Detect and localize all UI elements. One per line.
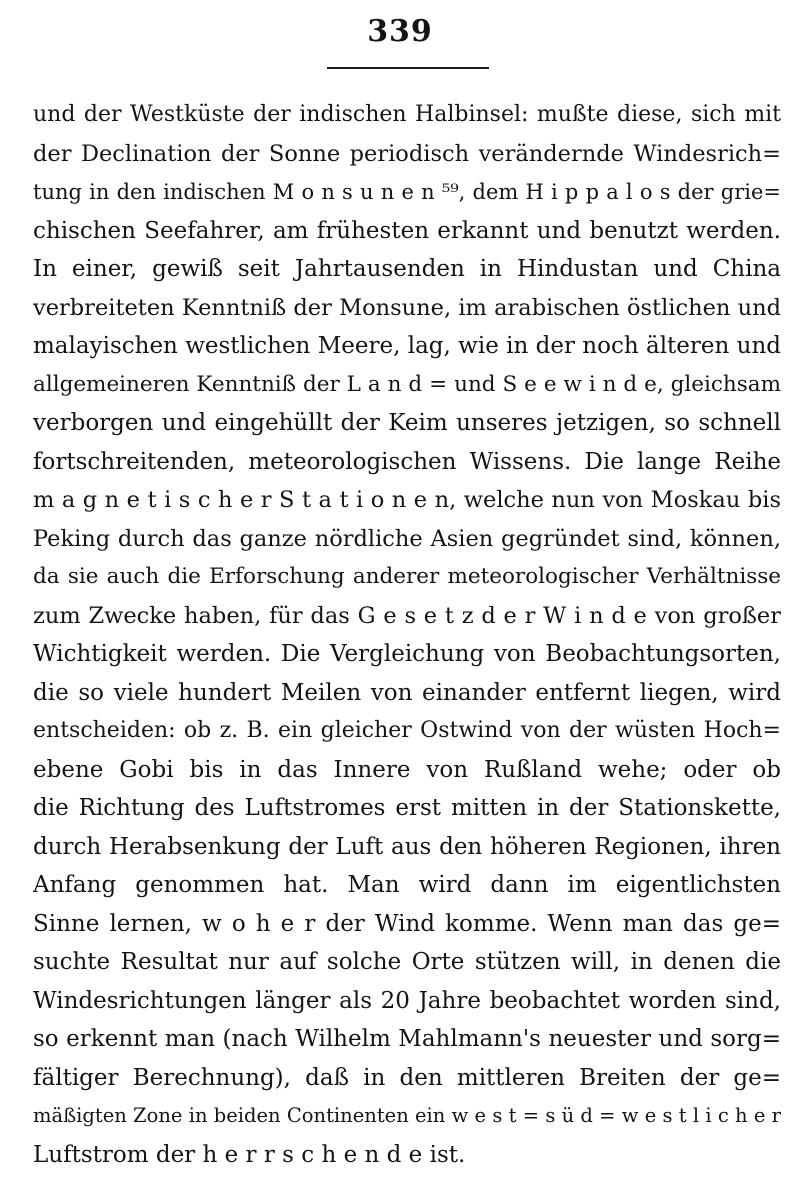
text-line: Anfang genommen hat. Man wird dann im eigentlichsten bbox=[33, 872, 781, 898]
text-line: und der Westküste der indischen Halbinsel: mußte diese, sich mit bbox=[33, 102, 781, 127]
text-line: chischen Seefahrer, am frühesten erkannt und benutzt werden. bbox=[33, 217, 781, 244]
text-line: Peking durch das ganze nördliche Asien gegründet sind, können, bbox=[33, 525, 781, 552]
text-line: Luftstrom der h e r r s c h e n d e ist. bbox=[33, 1141, 466, 1168]
text-line: ebene Gobi bis in das Innere von Rußland wehe; oder ob bbox=[33, 756, 781, 783]
text-line: die so viele hundert Meilen von einander entfernt liegen, wird bbox=[33, 679, 781, 706]
text-line: fortschreitenden, meteorologischen Wissens. Die lange Reihe bbox=[33, 448, 781, 475]
text-line: verbreiteten Kenntniß der Monsune, im arabischen östlichen und bbox=[33, 294, 781, 321]
text-line: Wichtigkeit werden. Die Vergleichung von Beobachtungsorten, bbox=[33, 641, 781, 667]
text-line: In einer, gewiß seit Jahrtausenden in Hindustan und China bbox=[33, 256, 781, 282]
text-line: m a g n e t i s c h e r S t a t i o n e n, welche nun von Moskau bis bbox=[33, 487, 781, 513]
text-line: allgemeineren Kenntniß der L a n d = und S e e w i n d e, gleichsam bbox=[33, 371, 781, 397]
text-line: fältiger Berechnung), daß in den mittleren Breiten der ge= bbox=[33, 1064, 781, 1091]
text-line: Sinne lernen, w o h e r der Wind komme. Wenn man das ge= bbox=[33, 910, 781, 937]
text-line: da sie auch die Erforschung anderer meteorologischer Verhältnisse bbox=[33, 564, 781, 589]
text-line: entscheiden: ob z. B. ein gleicher Ostwind von der wüsten Hoch= bbox=[33, 718, 781, 743]
text-line: verborgen und eingehüllt der Keim unseres jetzigen, so schnell bbox=[33, 410, 781, 436]
text-line: mäßigten Zone in beiden Continenten ein w e s t = s ü d = w e s t l i c h e r bbox=[33, 1104, 781, 1127]
text-line: die Richtung des Luftstromes erst mitten in der Stationskette, bbox=[33, 795, 781, 821]
text-line: suchte Resultat nur auf solche Orte stützen will, in denen die bbox=[33, 949, 781, 975]
body-text bbox=[33, 96, 781, 1174]
text-line: zum Zwecke haben, für das G e s e t z d e r W i n d e von großer bbox=[33, 602, 781, 629]
header-rule bbox=[327, 67, 489, 69]
text-line: tung in den indischen M o n s u n e n ⁵⁹, dem H i p p a l o s der grie= bbox=[33, 180, 781, 204]
page-number: 339 bbox=[367, 14, 433, 49]
text-line: durch Herabsenkung der Luft aus den höheren Regionen, ihren bbox=[33, 833, 781, 860]
text-line: der Declination der Sonne periodisch verändernde Windesrich= bbox=[33, 140, 781, 167]
text-line: so erkennt man (nach Wilhelm Mahlmann's neuester und sorg= bbox=[33, 1026, 781, 1052]
text-line: malayischen westlichen Meere, lag, wie in der noch älteren und bbox=[33, 333, 781, 359]
text-line: Windesrichtungen länger als 20 Jahre beobachtet worden sind, bbox=[33, 987, 781, 1014]
